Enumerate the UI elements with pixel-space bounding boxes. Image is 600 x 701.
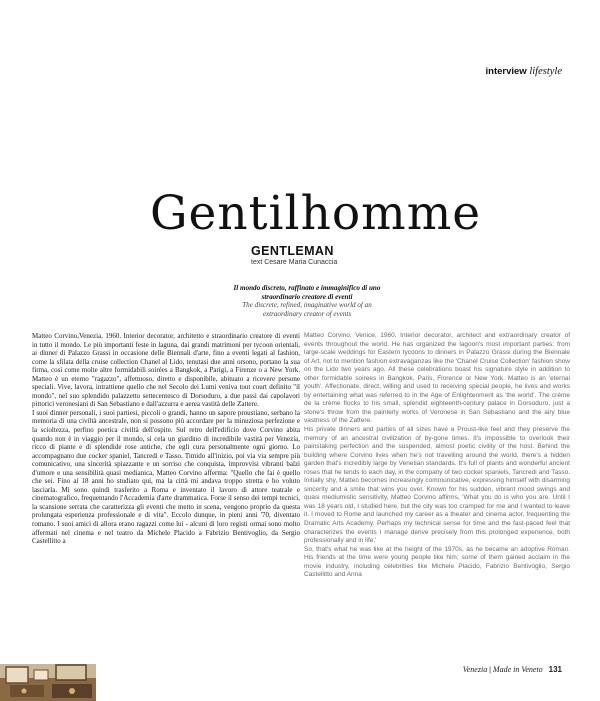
section-label-bold: interview <box>485 66 527 77</box>
footer-divider: | <box>489 667 491 674</box>
page-number: 131 <box>548 665 562 674</box>
body-paragraph-en: So, that's what he was like at the height of the 1970s, as he became an adoptive Roman. His friends at the time were young people like him; some of them gained acclaim in the movie industry, including celebrities like Michele Placido, Fabrizio Bentivoglio, Sergio Castellitto and Anna <box>304 545 570 579</box>
article-byline: text Cesare Maria Cunaccia <box>251 259 338 266</box>
body-paragraph-it: I suoi dinner personali, i suoi partiesi, piccoli o grandi, hanno un sapore proustiano, serbano la memoria di una civiltà ancestrale, non si possono più accordare per la minuziosa perfezione e la scioltezza, perfino poetica civiltà dell'ospite. Sul retro dell'edificio dove Corvino abita quando non è in viaggio per il mondo, si cela un giardino di incredibile vastità per Venezia, ricco di piante e di splendide rose antiche, che egli cura personalmente ogni giorno. Lo accompagnano due cocker spaniel, Tancredi e Tasso. Timido all'inizio, poi via via sempre più comunicativo, una sincerità spiazzante e un sorriso che conquista, improvvisi vibranti balzi d'umore e una sensibilità quasi medianica, Matteo Corvino afferma: "Quello che fai è quello che sei. Fino ai 18 anni ho studiato qui, ma la città mi andava troppo stretta e ho voluto lasciarla. Mi sono quindi trasferito a Roma e inventato il lavoro di attore teatrale e cinematografico, frequentando l'Accademia d'arte drammatica. Forse il senso dei tempi tecnici, la scansione serrata che caratterizza gli eventi che metto in scena, vengono proprio da questa prolungata esperienza professionale e di vita". Eccolo dunque, in pieni anni '70, diventato romano. I suoi amici di allora erano ragazzi come lui - alcuni di loro registi ormai sono molto affermati nel cinema e nel teatro da Michele Placido a Fabrizio Bentivoglio, da Sergio Castellitto a <box>32 408 300 546</box>
article-lede <box>232 284 382 318</box>
interior-photo-image <box>0 664 96 701</box>
body-paragraph-en: His private dinners and parties of all sizes have a Proust-like feel and they preserve the memory of an ancestral civilization of by-gone times. It's impossible to overlook their painstaking perfection and the suspended, almost poetic civility of the host. Behind the building where Corvino lives when he's not travelling around the world, there's a hidden garden that's incredibly large by Venetian standards. It's full of plants and wonderful ancient roses that he tends to each day, in the company of two cocker spaniels, Tancredi and Tasso. Initially shy, Matteo becomes increasingly communicative, expressing himself with disarming sincerity and a smile that wins you over. Known for his sudden, vibrant mood swings and quasi mediumistic sensitivity, Matteo Corvino affirms, 'What you do is who you are. Until I was 18 years old, I studied here, but the city was too cramped for me and I wanted to leave it. I moved to Rome and launched my career as a theater and cinema actor, frequenting the Dramatic Arts Academy. Perhaps my technical sense for time and the fast-paced feel that characterizes the events I manage derive precisely from this prolonged experience, both professionally and in life.' <box>304 426 570 545</box>
body-column-english <box>304 332 570 580</box>
footer-magazine: Venezia <box>462 665 488 674</box>
lede-italian: Il mondo discreto, raffinato e immaginifico di uno straordinario creatore di eventi <box>233 284 381 301</box>
lede-english: The discrete, refined, imaginative world of an extraordinary creator of events <box>242 301 372 318</box>
interior-photo <box>0 664 96 701</box>
article-title: Gentilhomme <box>150 186 482 241</box>
section-label <box>486 66 562 77</box>
body-column-italian <box>32 332 300 546</box>
body-paragraph-it: Matteo Corvino,Venezia, 1960. Interior decorator, architetto e straordinario creatore di eventi in tutto il mondo. Le più importanti feste in laguna, dai grandi matrimoni per tycoon orientali, ai dinner di Palazzo Grassi in occasione delle Biennali d'arte, fino a eventi legati al fashion, come la sfilata della cruise collection Chanel al Lido, tenutasi due anni orsono, portano la sua firma, così come molte altre formidabili soirées a Bangkok, a Parigi, a Firenze o a New York. Matteo è un eterno "ragazzo", affettuoso, diretto e disponibile, abituato a ricevere persone speciali. Vive, lavora, intrattiene quello che nel Secolo dei Lumi veniva tout court definito "il mondo", nel suo splendido palazzetto settecentesco di Dorsoduro, a due passi dai capolavori pittorici veronesiani di San Sebastiano e dall'azzurra e aerea vastità delle Zattere. <box>32 332 300 409</box>
article-subtitle: GENTLEMAN <box>251 244 334 258</box>
footer-magazine-tail: Made in Veneto <box>492 665 543 674</box>
body-paragraph-en: Matteo Corvino, Venice, 1960. Interior decorator, architect and extraordinary creator of events throughout the world. He has organized the lagoon's most important parties: from large-scale weddings for Eastern tycoons to dinners in Palazzo Grassi during the Biennale of Art, not to mention fashion extravaganzas like the 'Chanel Cruise Collection' fashion show on the Lido two years ago. All these celebrations boast his signature style in addition to other formidable soirees in Bangkok, Paris, Florence or New York. Matteo is an 'eternal youth'. Affectionate, direct, willing and used to receiving special people, he lives and works by entertaining what was referred to in the Age of Enlightenment as 'the world'. The crème de la crème flocks to his small, splendid eighteenth-century palace in Dorsoduro, just a stone's throw from the painterly works of Veronese in San Sebastiano and the airy blue vastness of the Zattere. <box>304 332 570 425</box>
page-footer <box>463 665 562 674</box>
section-label-italic: lifestyle <box>529 66 562 77</box>
